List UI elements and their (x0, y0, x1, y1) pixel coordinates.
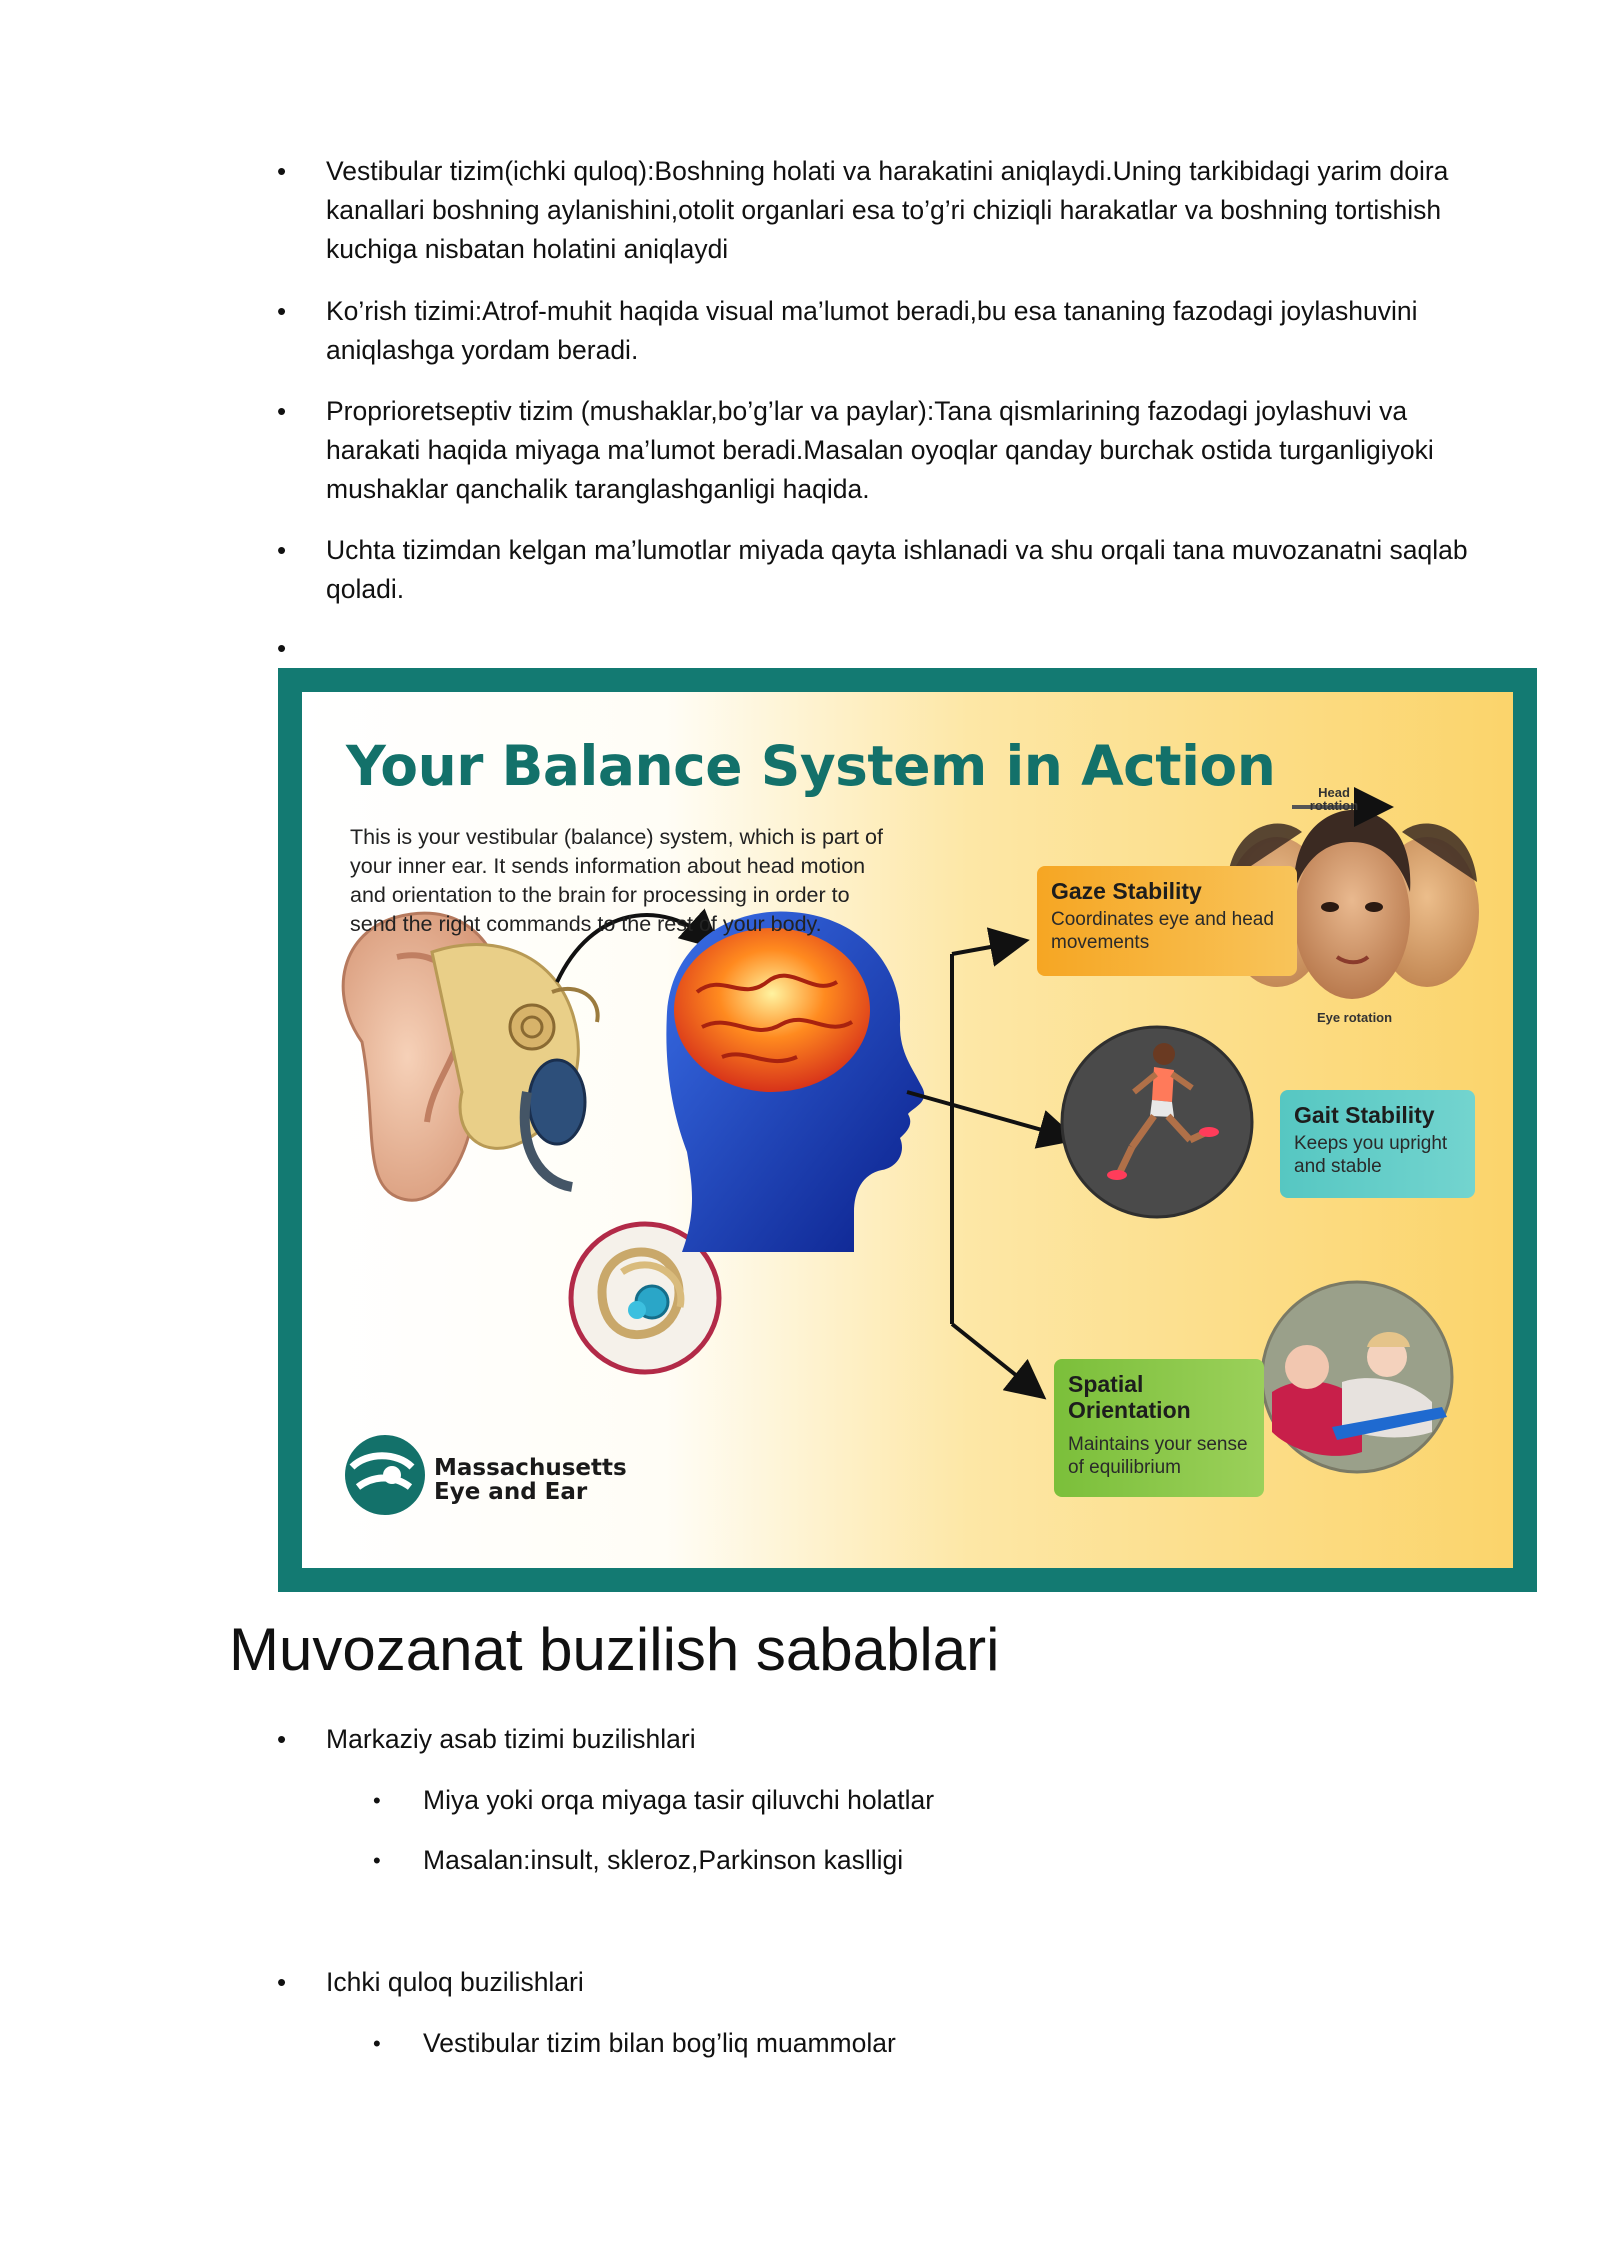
figure-title: Your Balance System in Action (346, 734, 1276, 798)
sub-bullet-1-2: • (373, 1848, 381, 1873)
paragraph-vestibular: Vestibular tizim(ichki quloq):Boshning holati va harakatini aniqlaydi.Uning tarkibidagi yarim doira kanallari boshning aylanishini,otolit organlari esa to’g’ri chiziqli harakatlar va boshning tortishish kuchiga nisbatan holatini aniqlaydi (326, 156, 1449, 264)
paragraph-visual: Ko’rish tizimi:Atrof-muhit haqida visual ma’lumot beradi,bu esa tananing fazodagi joylashuvini aniqlashga yordam beradi. (326, 296, 1418, 365)
cause-1-sub-2: Masalan:insult, skleroz,Parkinson kaslligi (423, 1845, 904, 1875)
head-rotation-label: Head rotation (1309, 785, 1359, 813)
gait-stability-card (1280, 1090, 1475, 1198)
logo-line-1: Massachusetts (434, 1455, 627, 1481)
cause-1-label: Markaziy asab tizimi buzilishlari (326, 1724, 696, 1754)
sub-bullet-1-1: • (373, 1788, 381, 1813)
bullet-empty: • (277, 633, 287, 663)
cause-2-sub-1: Vestibular tizim bilan bog’liq muammolar (423, 2028, 896, 2058)
figure-intro: This is your vestibular (balance) system, which is part of your inner ear. It sends information about head motion and orientation to the brain for processing in order to send the right commands to the rest of your body. (350, 825, 883, 936)
gaze-stability-card (1037, 866, 1297, 976)
cause-1-sub-1: Miya yoki orqa miyaga tasir qiluvchi holatlar (423, 1785, 935, 1815)
logo-line-2: Eye and Ear (434, 1479, 588, 1505)
cause-bullet-1: • (277, 1724, 287, 1754)
ear-illustration (343, 913, 597, 1200)
cause-2-label: Ichki quloq buzilishlari (326, 1967, 584, 1997)
logo-text (434, 1456, 627, 1504)
bullet-4: • (277, 535, 287, 565)
spatial-orientation-card (1054, 1359, 1264, 1497)
runner-photo (1062, 1027, 1252, 1217)
cause-bullet-2: • (277, 1967, 287, 1997)
gaze-stability-title: Gaze Stability (1051, 878, 1202, 904)
spatial-orientation-desc: Maintains your sense of equilibrium (1068, 1434, 1248, 1478)
balance-system-figure (278, 668, 1537, 1592)
eye-rotation-label: Eye rotation (1316, 1010, 1393, 1025)
figure-panel (302, 692, 1513, 1568)
section-heading: Muvozanat buzilish sabablari (229, 1616, 1000, 1683)
mass-eye-ear-logo-icon (345, 1435, 425, 1515)
brain-head-illustration (666, 912, 924, 1252)
bullet-2: • (277, 296, 287, 326)
paragraph-integration: Uchta tizimdan kelgan ma’lumotlar miyada qayta ishlanadi va shu orqali tana muvozanatni saqlab qoladi. (326, 535, 1468, 604)
output-arrows (907, 942, 1067, 1392)
paragraph-proprioceptive: Proprioretseptiv tizim (mushaklar,bo’g’lar va paylar):Tana qismlarining fazodagi joylashuvi va harakati haqida miyaga ma’lumot beradi.Masalan oyoqlar qanday burchak ostida turganligiyoki mushaklar qanchalik taranglashganligi haqida. (326, 396, 1434, 504)
gait-stability-desc: Keeps you upright and stable (1294, 1133, 1448, 1177)
gait-stability-title: Gait Stability (1294, 1102, 1435, 1128)
gaze-stability-desc: Coordinates eye and head movements (1051, 909, 1274, 953)
children-photo (1262, 1282, 1452, 1472)
bullet-3: • (277, 396, 287, 426)
sub-bullet-2-1: • (373, 2031, 381, 2056)
spatial-orientation-title: Spatial Orientation (1068, 1371, 1191, 1423)
bullet-1: • (277, 156, 287, 186)
